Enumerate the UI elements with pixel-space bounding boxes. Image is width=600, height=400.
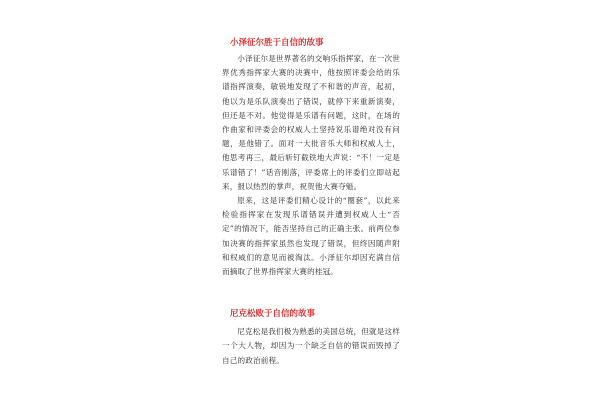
- article-title: 尼克松败于自信的故事: [230, 309, 316, 320]
- article-paragraph: 原来，这是评委们精心设计的“圈套”，以此来检验指挥家在发现乐谱错误并遭到权威人士“否定”的情况下，能否坚持自己的正确主张。前两位参加决赛的指挥家虽然也发现了错误，但终因随声附和权威们的意见而被淘汰。小泽征尔却因充满自信而摘取了世界指挥家大赛的桂冠。: [222, 196, 400, 277]
- article-section-ozawa: [222, 38, 400, 279]
- article-column: [222, 38, 400, 368]
- article-section-nixon: [222, 309, 400, 368]
- article-paragraph: 小泽征尔是世界著名的交响乐指挥家，在一次世界优秀指挥家大赛的决赛中，他按照评委会给的乐谱指挥演奏，敏锐地发现了不和谐的声音，起初，他以为是乐队演奏出了错误，就停下来重新演奏，但还是不对。他觉得是乐谱有问题，这时，在场的作曲家和评委会的权威人士坚持说乐谱绝对没有问题，是他错了。面对一大批音乐大师和权威人士，他思考再三，最后斩钉截铁地大声说：“不！一定是乐谱错了！”话音刚落，评委席上的评委们立即站起来，报以热烈的掌声，祝贺他大赛夺魁。: [222, 54, 400, 191]
- article-paragraph: 尼克松是我们极为熟悉的美国总统，但就是这样一个大人物，却因为一个缺乏自信的错误而毁掉了自己的政治前程。: [222, 327, 400, 365]
- article-title: 小泽征尔胜于自信的故事: [230, 38, 324, 48]
